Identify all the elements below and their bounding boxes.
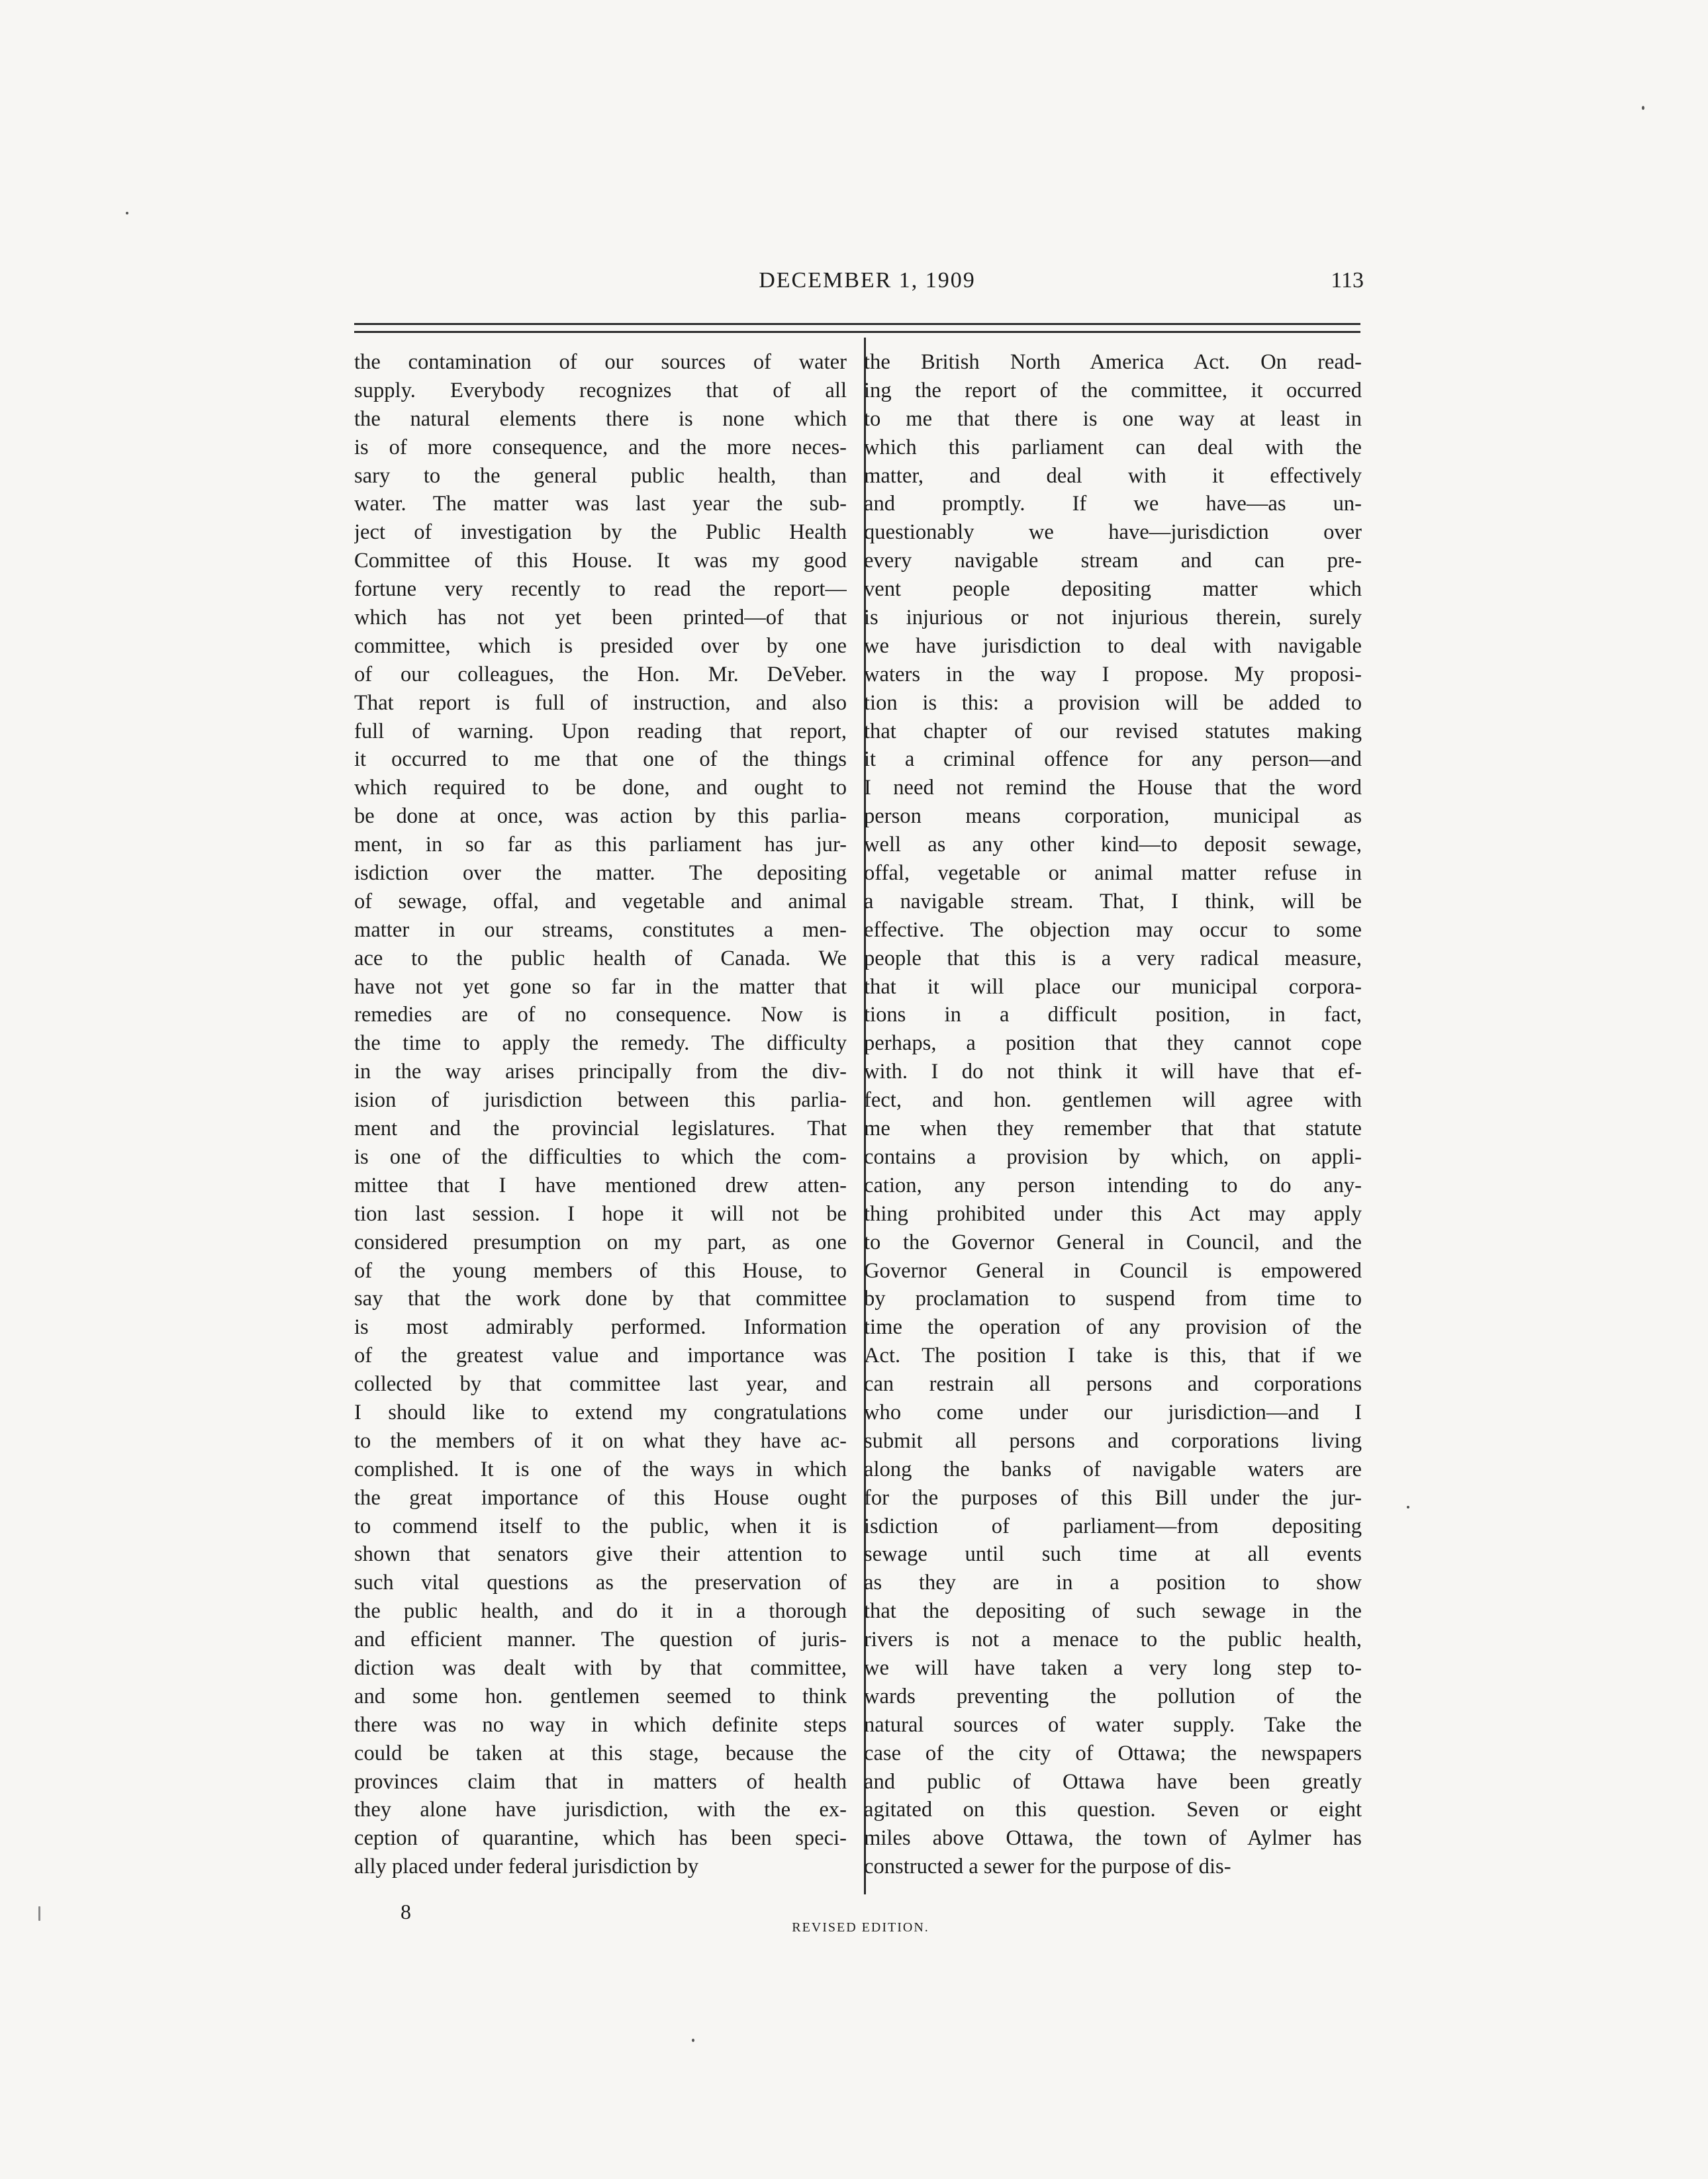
text-line: Act. The position I take is this, that if we — [864, 1344, 1362, 1368]
header-rule-bottom — [354, 331, 1360, 333]
text-line: me when they remember that that statute — [864, 1117, 1362, 1141]
text-line: isdiction over the matter. The depositing — [354, 861, 847, 886]
scan-speck — [38, 1906, 40, 1921]
text-line: we will have taken a very long step to- — [864, 1655, 1362, 1680]
text-line: the great importance of this House ought — [354, 1485, 847, 1510]
text-line: is most admirably performed. Information — [354, 1315, 847, 1340]
signature-mark: 8 — [401, 1900, 411, 1924]
text-line: mittee that I have mentioned drew atten- — [354, 1173, 847, 1197]
text-line: Committee of this House. It was my good — [354, 549, 847, 573]
text-line: shown that senators give their attention to — [354, 1542, 847, 1567]
text-line: offal, vegetable or animal matter refuse in — [864, 861, 1362, 886]
text-line: a navigable stream. That, I think, will be — [864, 889, 1362, 913]
header-date: DECEMBER 1, 1909 — [759, 268, 976, 293]
header-rule-top — [354, 323, 1360, 325]
text-line: ally placed under federal jurisdiction by — [354, 1855, 699, 1879]
text-line: diction was dealt with by that committee, — [354, 1655, 847, 1680]
text-line: that it will place our municipal corpora- — [864, 974, 1362, 999]
text-line: to the members of it on what they have ac- — [354, 1428, 847, 1453]
text-line: in the way arises principally from the div- — [354, 1060, 847, 1084]
text-line: is injurious or not injurious therein, surely — [864, 606, 1362, 630]
text-line: ace to the public health of Canada. We — [354, 946, 847, 970]
text-line: is of more consequence, and the more neces- — [354, 435, 847, 459]
text-line: sewage until such time at all events — [864, 1542, 1362, 1567]
text-line: could be taken at this stage, because the — [354, 1741, 847, 1765]
text-line: I should like to extend my congratulations — [354, 1400, 847, 1424]
text-line: it occurred to me that one of the things — [354, 747, 847, 772]
text-line: the public health, and do it in a thorough — [354, 1599, 847, 1624]
text-line: to me that there is one way at least in — [864, 406, 1362, 431]
text-line: That report is full of instruction, and also — [354, 690, 847, 715]
text-line: of the greatest value and importance was — [354, 1344, 847, 1368]
text-line: is one of the difficulties to which the com- — [354, 1144, 847, 1169]
text-line: which this parliament can deal with the — [864, 435, 1362, 459]
text-line: committee, which is presided over by one — [354, 633, 847, 658]
text-line: complished. It is one of the ways in which — [354, 1457, 847, 1481]
text-line: thing prohibited under this Act may apply — [864, 1201, 1362, 1226]
text-line: waters in the way I propose. My proposi- — [864, 662, 1362, 686]
text-line: person means corporation, municipal as — [864, 804, 1362, 829]
text-line: and public of Ottawa have been greatly — [864, 1769, 1362, 1794]
text-line: considered presumption on my part, as one — [354, 1230, 847, 1254]
text-line: tion last session. I hope it will not be — [354, 1201, 847, 1226]
scan-speck — [1642, 106, 1644, 110]
text-line: provinces claim that in matters of health — [354, 1769, 847, 1794]
text-line: remedies are of no consequence. Now is — [354, 1003, 847, 1027]
text-line: fect, and hon. gentlemen will agree with — [864, 1088, 1362, 1113]
text-line: have not yet gone so far in the matter that — [354, 974, 847, 999]
text-line: and efficient manner. The question of juris- — [354, 1628, 847, 1652]
text-line: supply. Everybody recognizes that of all — [354, 378, 847, 402]
text-line: to the Governor General in Council, and the — [864, 1230, 1362, 1254]
text-line: agitated on this question. Seven or eight — [864, 1798, 1362, 1822]
text-line: which required to be done, and ought to — [354, 776, 847, 800]
text-line: fortune very recently to read the report— — [354, 577, 847, 602]
text-line: well as any other kind—to deposit sewage, — [864, 833, 1362, 857]
text-line: and some hon. gentlemen seemed to think — [354, 1684, 847, 1708]
text-line: we have jurisdiction to deal with navigable — [864, 633, 1362, 658]
text-line: can restrain all persons and corporations — [864, 1372, 1362, 1397]
text-line: contains a provision by which, on appli- — [864, 1144, 1362, 1169]
text-line: water. The matter was last year the sub- — [354, 492, 847, 516]
text-line: miles above Ottawa, the town of Aylmer has — [864, 1826, 1362, 1851]
text-line: ing the report of the committee, it occurred — [864, 378, 1362, 402]
text-line: ision of jurisdiction between this parlia- — [354, 1088, 847, 1113]
text-line: the contamination of our sources of water — [354, 350, 847, 374]
text-line: which has not yet been printed—of that — [354, 606, 847, 630]
text-line: as they are in a position to show — [864, 1571, 1362, 1595]
right-column — [864, 348, 1362, 1881]
text-line: it a criminal offence for any person—and — [864, 747, 1362, 772]
text-line: of sewage, offal, and vegetable and animal — [354, 889, 847, 913]
text-line: isdiction of parliament—from depositing — [864, 1514, 1362, 1538]
text-line: for the purposes of this Bill under the jur- — [864, 1485, 1362, 1510]
scan-speck — [692, 2039, 694, 2042]
text-line: case of the city of Ottawa; the newspapers — [864, 1741, 1362, 1765]
text-line: who come under our jurisdiction—and I — [864, 1400, 1362, 1424]
text-line: that the depositing of such sewage in the — [864, 1599, 1362, 1624]
text-line: with. I do not think it will have that ef- — [864, 1060, 1362, 1084]
text-line: vent people depositing matter which — [864, 577, 1362, 602]
text-line: people that this is a very radical measure, — [864, 946, 1362, 970]
text-line: Governor General in Council is empowered — [864, 1258, 1362, 1283]
text-line: ject of investigation by the Public Health — [354, 520, 847, 545]
text-line: that chapter of our revised statutes making — [864, 719, 1362, 743]
edition-note: REVISED EDITION. — [792, 1920, 929, 1935]
text-line: I need not remind the House that the word — [864, 776, 1362, 800]
text-line: such vital questions as the preservation of — [354, 1571, 847, 1595]
text-line: effective. The objection may occur to some — [864, 917, 1362, 942]
scan-speck — [126, 212, 128, 214]
left-column — [354, 348, 847, 1881]
text-line: the natural elements there is none which — [354, 406, 847, 431]
text-line: say that the work done by that committee — [354, 1287, 847, 1311]
text-line: ception of quarantine, which has been speci- — [354, 1826, 847, 1851]
scan-speck — [1407, 1506, 1409, 1508]
text-line: the time to apply the remedy. The difficulty — [354, 1031, 847, 1056]
text-line: to commend itself to the public, when it is — [354, 1514, 847, 1538]
text-line: natural sources of water supply. Take the — [864, 1712, 1362, 1737]
text-line: matter, and deal with it effectively — [864, 463, 1362, 488]
text-line: by proclamation to suspend from time to — [864, 1287, 1362, 1311]
text-line: every navigable stream and can pre- — [864, 549, 1362, 573]
text-line: wards preventing the pollution of the — [864, 1684, 1362, 1708]
text-line: sary to the general public health, than — [354, 463, 847, 488]
text-line: and promptly. If we have—as un- — [864, 492, 1362, 516]
text-line: of our colleagues, the Hon. Mr. DeVeber. — [354, 662, 847, 686]
text-line: time the operation of any provision of the — [864, 1315, 1362, 1340]
text-line: along the banks of navigable waters are — [864, 1457, 1362, 1481]
text-line: there was no way in which definite steps — [354, 1712, 847, 1737]
text-line: rivers is not a menace to the public health, — [864, 1628, 1362, 1652]
text-line: full of warning. Upon reading that report, — [354, 719, 847, 743]
text-line: of the young members of this House, to — [354, 1258, 847, 1283]
text-line: ment, in so far as this parliament has jur- — [354, 833, 847, 857]
text-line: constructed a sewer for the purpose of dis- — [864, 1855, 1231, 1879]
text-line: the British North America Act. On read- — [864, 350, 1362, 374]
text-line: perhaps, a position that they cannot cope — [864, 1031, 1362, 1056]
text-line: tion is this: a provision will be added to — [864, 690, 1362, 715]
text-line: they alone have jurisdiction, with the ex- — [354, 1798, 847, 1822]
text-line: cation, any person intending to do any- — [864, 1173, 1362, 1197]
text-line: questionably we have—jurisdiction over — [864, 520, 1362, 545]
text-line: matter in our streams, constitutes a men- — [354, 917, 847, 942]
text-line: be done at once, was action by this parlia- — [354, 804, 847, 829]
text-line: tions in a difficult position, in fact, — [864, 1003, 1362, 1027]
text-line: collected by that committee last year, and — [354, 1372, 847, 1397]
text-line: submit all persons and corporations living — [864, 1428, 1362, 1453]
text-line: ment and the provincial legislatures. That — [354, 1117, 847, 1141]
page-number: 113 — [1331, 268, 1364, 293]
